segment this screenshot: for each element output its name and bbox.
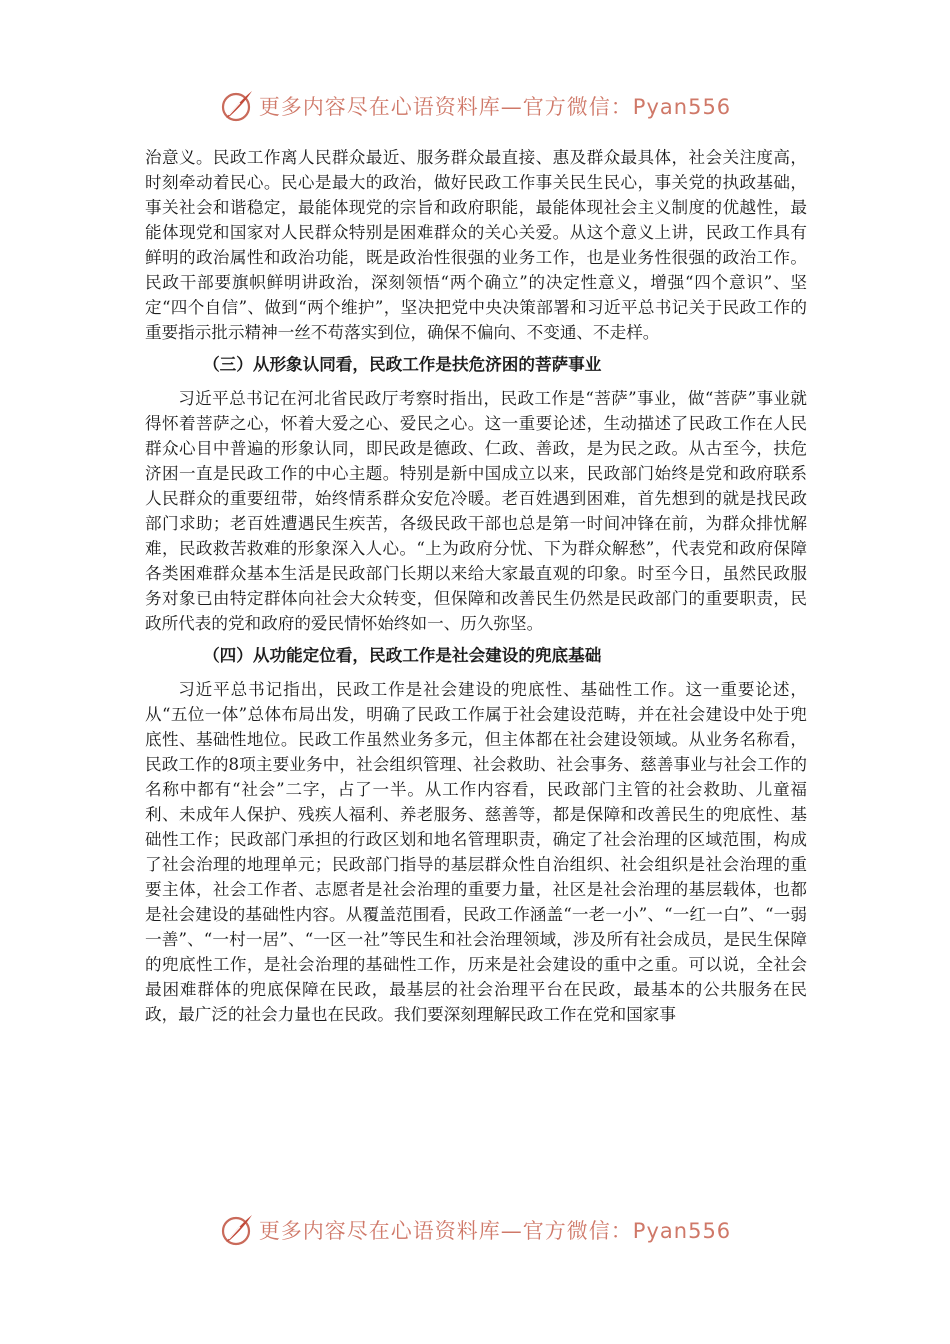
section-heading-3: （三）从形象认同看，民政工作是扶危济困的菩萨事业 [203,355,602,374]
section-heading-4: （四）从功能定位看，民政工作是社会建设的兜底基础 [203,646,602,665]
paragraph-political-significance: 治意义。民政工作离人民群众最近、服务群众最直接、惠及群众最具体，社会关注度高，时刻牵动着民心。民心是最大的政治，做好民政工作事关民生民心，事关党的执政基础，事关社会和谐稳定，最能体现党的宗旨和政府职能，最能体现社会主义制度的优越性，最能体现党和国家对人民群众特别是困难群众的关心关爱。从这个意义上讲，民政工作具有鲜明的政治属性和政治功能，既是政治性很强的业务工作，也是业务性很强的政治工作。民政干部要旗帜鲜明讲政治，深刻领悟“两个确立”的决定性意义，增强“四个意识”、坚定“四个自信”、做到“两个维护”，坚决把党中央决策部署和习近平总书记关于民政工作的重要指示批示精神一丝不苟落实到位，确保不偏向、不变通、不走样。 [145,148,807,342]
footer-banner-text: 更多内容尽在心语资料库—官方微信：Pyan556 [258,1219,732,1243]
paragraph-function-positioning: 习近平总书记指出，民政工作是社会建设的兜底性、基础性工作。这一重要论述，从“五位一体”总体布局出发，明确了民政工作属于社会建设范畴，并在社会建设中处于兜底性、基础性地位。民政工作虽然业务多元，但主体都在社会建设领域。从业务名称看，民政工作的8项主要业务中，社会组织管理、社会救助、社会事务、慈善事业与社会工作的名称中都有“社会”二字，占了一半。从工作内容看，民政部门主管的社会救助、儿童福利、未成年人保护、残疾人福利、养老服务、慈善等，都是保障和改善民生的兜底性、基础性工作；民政部门承担的行政区划和地名管理职责，确定了社会治理的区域范围，构成了社会治理的地理单元；民政部门指导的基层群众性自治组织、社会组织是社会治理的重要主体，社会工作者、志愿者是社会治理的重要力量，社区是社会治理的基层载体，也都是社会建设的基础性内容。从覆盖范围看，民政工作涵盖“一老一小”、“一红一白”、“一弱一善”、“一村一居”、“一区一社”等民生和社会治理领域，涉及所有社会成员，是民生保障的兜底性工作，是社会治理的基础性工作，历来是社会建设的重中之重。可以说，全社会最困难群体的兜底保障在民政，最基层的社会治理平台在民政，最基本的公共服务在民政，最广泛的社会力量也在民政。我们要深刻理解民政工作在党和国家事 [145,680,807,1024]
footer-watermark-banner [0,1208,950,1252]
quill-circle-icon [219,1212,255,1248]
header-watermark-banner [0,84,950,128]
paragraph-image-recognition: 习近平总书记在河北省民政厅考察时指出，民政工作是“菩萨”事业，做“菩萨”事业就得怀着菩萨之心，怀着大爱之心、爱民之心。这一重要论述，生动描述了民政工作在人民群众心目中普遍的形象认同，即民政是德政、仁政、善政，是为民之政。从古至今，扶危济困一直是民政工作的中心主题。特别是新中国成立以来，民政部门始终是党和政府联系人民群众的重要纽带，始终情系群众安危冷暖。老百姓遇到困难，首先想到的就是找民政部门求助；老百姓遭遇民生疾苦，各级民政干部也总是第一时间冲锋在前，为群众排忧解难，民政救苦救难的形象深入人心。“上为政府分忧、下为群众解愁”，代表党和政府保障各类困难群众基本生活是民政部门长期以来给大家最直观的印象。时至今日，虽然民政服务对象已由特定群体向社会大众转变，但保障和改善民生仍然是民政部门的重要职责，民政所代表的党和政府的爱民情怀始终如一、历久弥坚。 [145,389,807,633]
document-body [145,145,807,1027]
header-banner-text: 更多内容尽在心语资料库—官方微信：Pyan556 [258,95,732,119]
quill-circle-icon [219,88,255,124]
